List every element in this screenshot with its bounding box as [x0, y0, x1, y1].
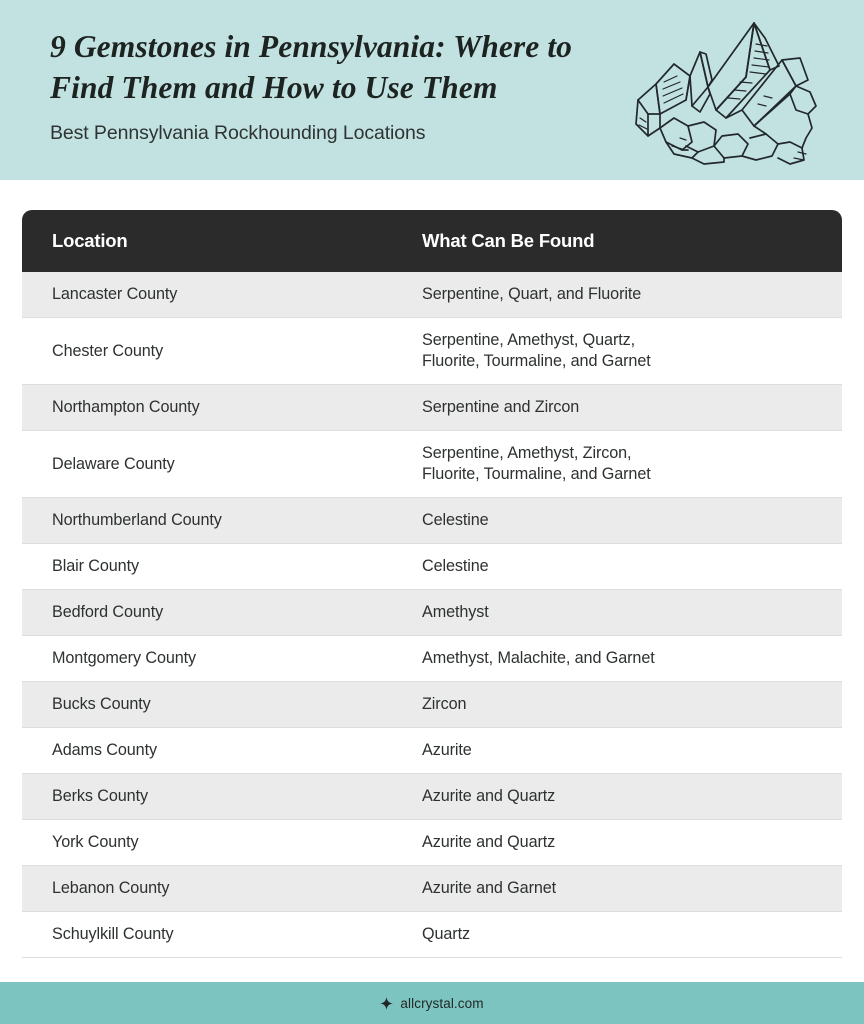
cell-found-line: Serpentine, Amethyst, Zircon,: [422, 444, 632, 462]
table-row: [22, 431, 842, 498]
cell-found: [422, 385, 842, 431]
table-body: [22, 272, 842, 958]
cell-found: [422, 318, 842, 385]
cell-location: Delaware County: [22, 431, 422, 498]
cell-location: Bucks County: [22, 682, 422, 728]
cell-found: [422, 636, 842, 682]
cell-found-line: Serpentine and Zircon: [422, 398, 580, 416]
cell-location: Blair County: [22, 544, 422, 590]
cell-location: Adams County: [22, 728, 422, 774]
cell-location: Bedford County: [22, 590, 422, 636]
cell-found-line: Serpentine, Amethyst, Quartz,: [422, 331, 636, 349]
cell-found: [422, 272, 842, 318]
table-row: [22, 385, 842, 431]
cell-found-line: Amethyst, Malachite, and Garnet: [422, 649, 655, 667]
gemstone-locations-table: [22, 210, 842, 958]
cell-location: Lancaster County: [22, 272, 422, 318]
cell-found: [422, 728, 842, 774]
page-header: [0, 0, 864, 180]
table-row: [22, 682, 842, 728]
cell-found: [422, 866, 842, 912]
cell-location: Lebanon County: [22, 866, 422, 912]
cell-found-line: Azurite and Quartz: [422, 833, 556, 851]
sparkle-icon: [380, 997, 393, 1010]
cell-found-line: Serpentine, Quart, and Fluorite: [422, 285, 642, 303]
cell-found-line: Fluorite, Tourmaline, and Garnet: [422, 465, 651, 483]
cell-found: [422, 912, 842, 958]
footer-brand: [380, 996, 483, 1011]
cell-found-line: Azurite: [422, 741, 472, 759]
cell-location: Northumberland County: [22, 498, 422, 544]
cell-found-line: Fluorite, Tourmaline, and Garnet: [422, 352, 651, 370]
cell-found: [422, 682, 842, 728]
header-text-block: [50, 26, 640, 145]
cell-location: Schuylkill County: [22, 912, 422, 958]
cell-location: Montgomery County: [22, 636, 422, 682]
table-row: [22, 728, 842, 774]
cell-found-line: Celestine: [422, 511, 489, 529]
table-row: [22, 272, 842, 318]
table-row: [22, 498, 842, 544]
table-row: [22, 544, 842, 590]
cell-location: York County: [22, 820, 422, 866]
cell-found: [422, 774, 842, 820]
page-subtitle: Best Pennsylvania Rockhounding Locations: [50, 122, 426, 144]
cell-found: [422, 544, 842, 590]
page-title: 9 Gemstones in Pennsylvania: Where to Find Them and How to Use Them: [50, 29, 573, 105]
cell-found-line: Amethyst: [422, 603, 489, 621]
cell-location: Chester County: [22, 318, 422, 385]
table-header-row: [22, 210, 842, 272]
cell-found: [422, 820, 842, 866]
cell-found: [422, 590, 842, 636]
cell-found-line: Celestine: [422, 557, 489, 575]
table-row: [22, 912, 842, 958]
column-header-location: Location: [22, 210, 422, 272]
table-row: [22, 774, 842, 820]
crystal-cluster-illustration: [630, 14, 830, 172]
footer-site-label: allcrystal.com: [400, 995, 484, 1011]
cell-found-line: Zircon: [422, 695, 467, 713]
cell-found-line: Quartz: [422, 925, 470, 943]
table-row: [22, 318, 842, 385]
column-header-what-can-be-found: What Can Be Found: [422, 210, 842, 272]
table-row: [22, 636, 842, 682]
table-row: [22, 590, 842, 636]
page-footer: [0, 982, 864, 1024]
table-row: [22, 820, 842, 866]
cell-found: [422, 498, 842, 544]
cell-found-line: Azurite and Quartz: [422, 787, 556, 805]
cell-location: Berks County: [22, 774, 422, 820]
cell-found-line: Azurite and Garnet: [422, 879, 557, 897]
table-row: [22, 866, 842, 912]
cell-location: Northampton County: [22, 385, 422, 431]
cell-found: [422, 431, 842, 498]
